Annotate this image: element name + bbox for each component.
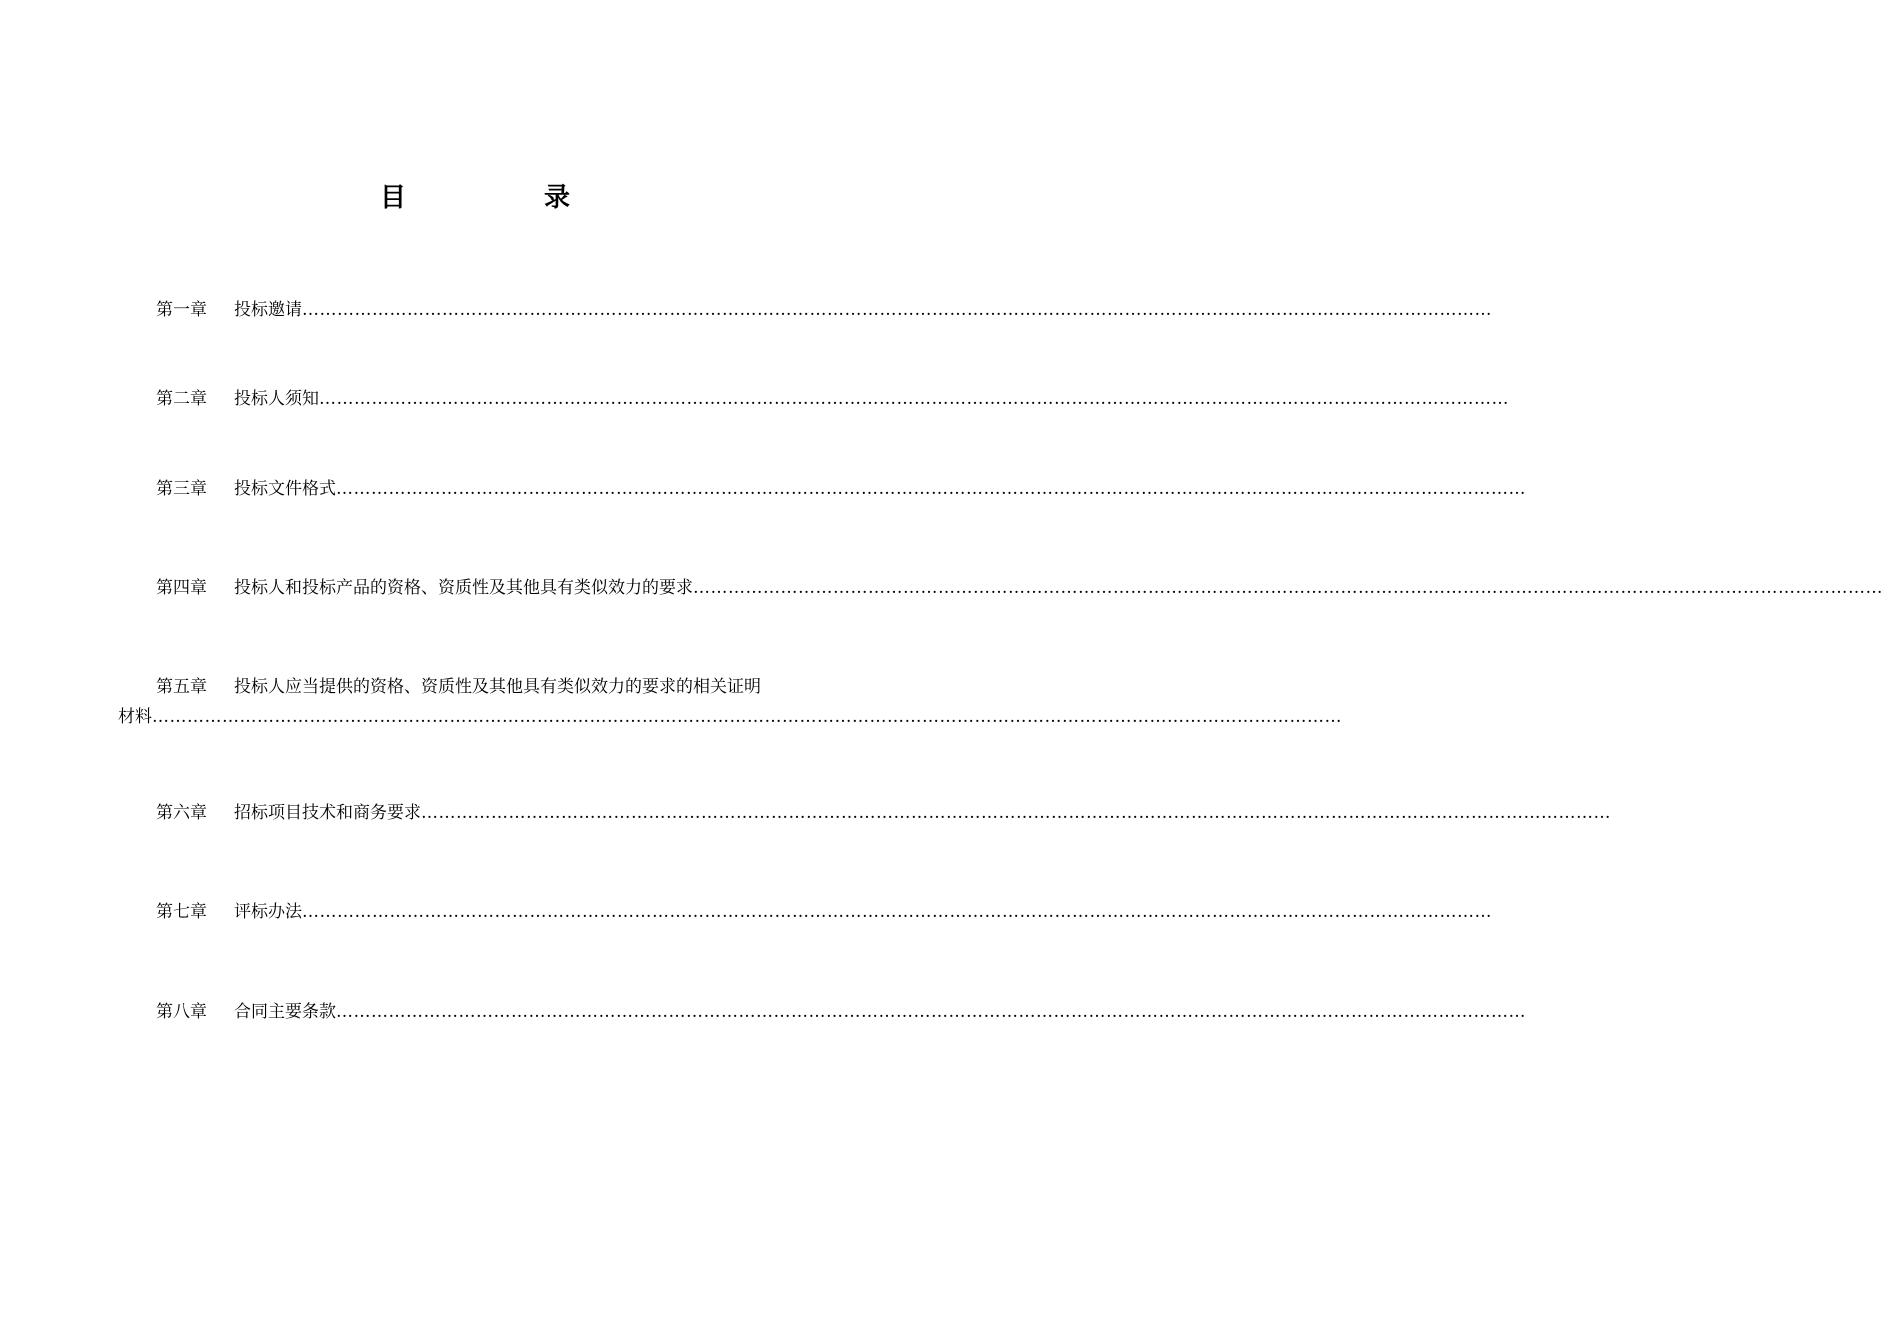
chapter-title: 投标文件格式 — [234, 479, 336, 499]
chapter-number: 第六章 — [156, 803, 207, 823]
chapter-title: 投标邀请 — [234, 300, 302, 320]
toc-entry-chapter-2 — [156, 387, 1509, 411]
chapter-number: 第五章 — [156, 677, 207, 697]
toc-entry-chapter-1 — [156, 298, 1492, 322]
dot-leader: …………………………………………………………………………………………………………………………………………………………………………………… — [336, 1002, 1526, 1022]
chapter-title: 合同主要条款 — [234, 1002, 336, 1022]
dot-leader: …………………………………………………………………………………………………………………………………………………………………………………… — [421, 803, 1611, 823]
chapter-title: 投标人须知 — [234, 389, 319, 409]
entry-line-2 — [118, 702, 1342, 732]
toc-entry-chapter-4 — [156, 576, 1883, 600]
dot-leader: …………………………………………………………………………………………………………………………………………………………………………………… — [302, 300, 1492, 320]
toc-entry-chapter-7 — [156, 900, 1492, 924]
chapter-number: 第三章 — [156, 479, 207, 499]
chapter-number: 第八章 — [156, 1002, 207, 1022]
dot-leader: …………………………………………………………………………………………………………………………………………………………………………………… — [152, 707, 1342, 727]
chapter-number: 第一章 — [156, 300, 207, 320]
dot-leader: …………………………………………………………………………………………………………………………………………………………………………………… — [302, 902, 1492, 922]
chapter-title: 投标人和投标产品的资格、资质性及其他具有类似效力的要求 — [234, 578, 693, 598]
dot-leader: …………………………………………………………………………………………………………………………………………………………………………………… — [336, 479, 1526, 499]
chapter-title-line-2: 材料 — [118, 707, 152, 727]
chapter-title: 招标项目技术和商务要求 — [234, 803, 421, 823]
dot-leader: …………………………………………………………………………………………………………………………………………………………………………………… — [319, 389, 1509, 409]
toc-entry-chapter-8 — [156, 1000, 1526, 1024]
chapter-number: 第二章 — [156, 389, 207, 409]
chapter-title-line-1: 投标人应当提供的资格、资质性及其他具有类似效力的要求的相关证明 — [234, 677, 761, 697]
toc-entry-chapter-5 — [118, 672, 1342, 732]
chapter-title: 评标办法 — [234, 902, 302, 922]
dot-leader: …………………………………………………………………………………………………………………………………………………………………………………… — [693, 578, 1883, 598]
chapter-number: 第七章 — [156, 902, 207, 922]
toc-entry-chapter-6 — [156, 801, 1611, 825]
toc-entry-chapter-3 — [156, 477, 1526, 501]
entry-line-1 — [118, 672, 838, 702]
chapter-number: 第四章 — [156, 578, 207, 598]
toc-title: 目 录 — [379, 183, 626, 213]
